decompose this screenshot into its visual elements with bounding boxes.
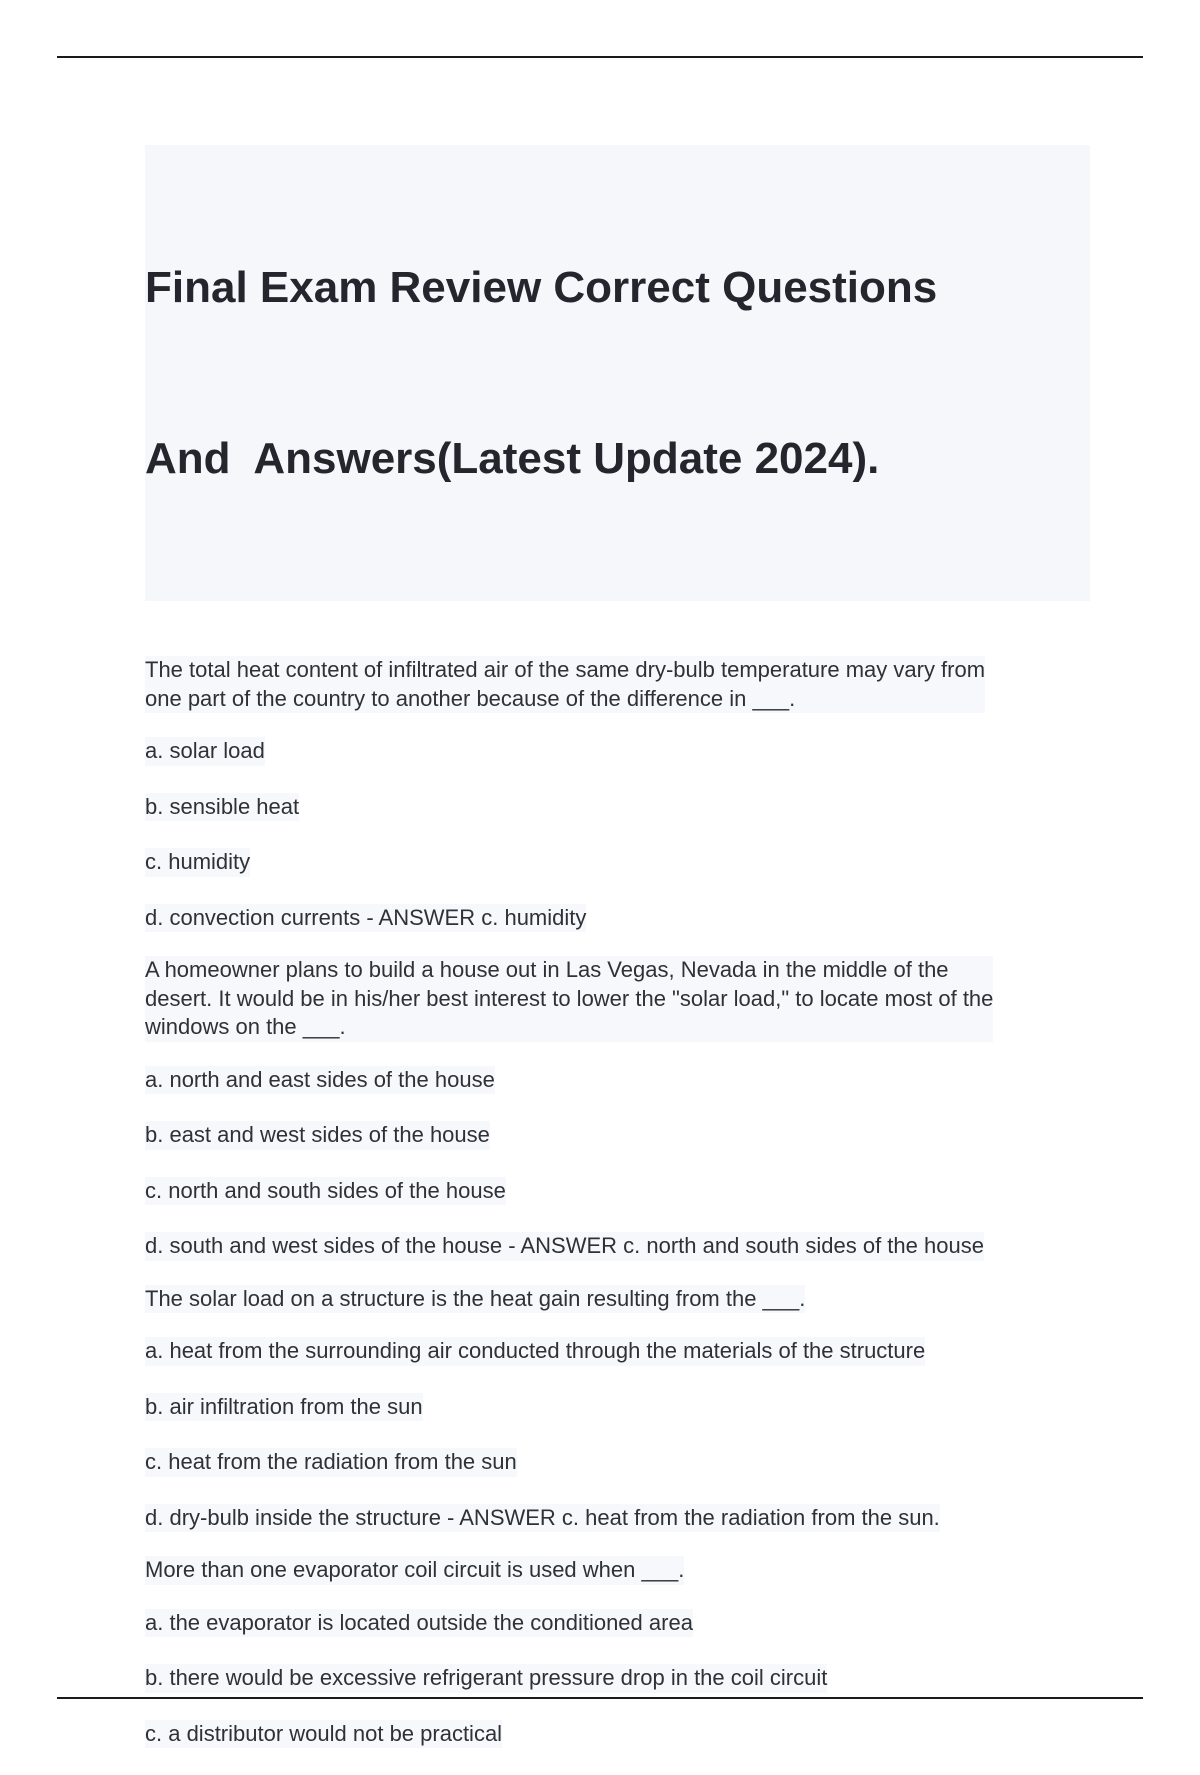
option-with-answer: d. dry-bulb inside the structure - ANSWER c. heat from the radiation from the sun. [145,1504,1090,1533]
option: b. sensible heat [145,793,1090,822]
question-2 [145,956,1090,1042]
question-1 [145,656,1090,713]
question-text: More than one evaporator coil circuit is used when ___. [145,1556,684,1585]
question-4 [145,1556,1090,1585]
option: a. heat from the surrounding air conducted through the materials of the structure [145,1337,1090,1366]
option: a. north and east sides of the house [145,1066,1090,1095]
bottom-rule [57,1697,1143,1699]
question-3 [145,1285,1090,1314]
title-line-2: And Answers(Latest Update 2024). [145,434,880,483]
question-text: A homeowner plans to build a house out in Las Vegas, Nevada in the middle of the desert. It would be in his/her best interest to lower the "solar load," to locate most of the windows on the ___. [145,956,993,1042]
top-rule [57,56,1143,58]
option: b. air infiltration from the sun [145,1393,1090,1422]
document-title [145,145,1090,601]
option: c. a distributor would not be practical [145,1720,1090,1749]
option: c. north and south sides of the house [145,1177,1090,1206]
option-with-answer: d. south and west sides of the house - ANSWER c. north and south sides of the house [145,1232,1090,1261]
title-line-1: Final Exam Review Correct Questions [145,263,938,312]
qa-list [145,656,1090,1748]
option: a. the evaporator is located outside the conditioned area [145,1609,1090,1638]
option: c. humidity [145,848,1090,877]
option: c. heat from the radiation from the sun [145,1448,1090,1477]
option: a. solar load [145,737,1090,766]
option-with-answer: d. convection currents - ANSWER c. humidity [145,904,1090,933]
option: b. east and west sides of the house [145,1121,1090,1150]
question-text: The solar load on a structure is the heat gain resulting from the ___. [145,1285,805,1314]
option: b. there would be excessive refrigerant pressure drop in the coil circuit [145,1664,1090,1693]
question-text: The total heat content of infiltrated air of the same dry-bulb temperature may vary from one part of the country to another because of the difference in ___. [145,656,985,713]
document-body [145,145,1090,1775]
